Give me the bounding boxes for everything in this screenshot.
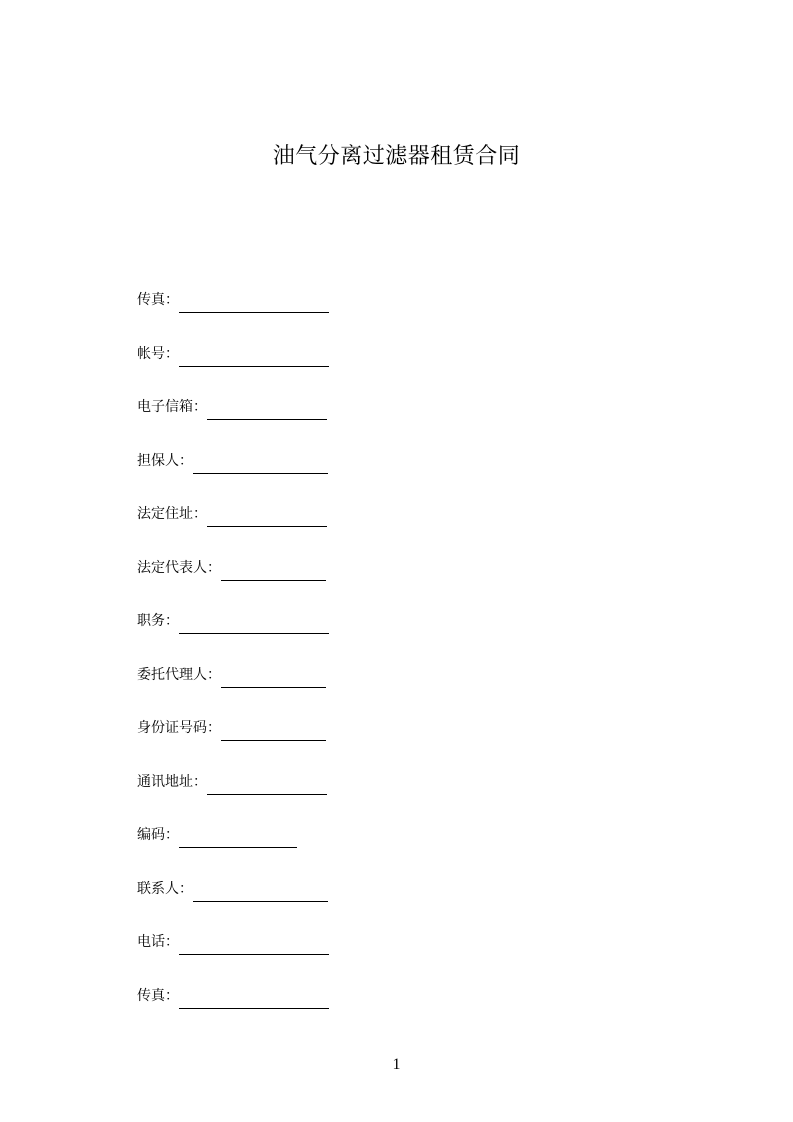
field-agent <box>137 662 537 716</box>
field-label: 法定代表人： <box>137 559 221 576</box>
field-label: 委托代理人： <box>137 666 221 683</box>
field-label: 担保人： <box>137 452 193 469</box>
field-id-number <box>137 715 537 769</box>
field-legal-representative <box>137 555 537 609</box>
blank-line <box>179 615 329 634</box>
blank-line <box>179 936 329 955</box>
field-label: 帐号： <box>137 345 179 362</box>
field-label: 电子信箱： <box>137 399 207 415</box>
blank-line <box>221 562 326 581</box>
field-account <box>137 341 537 395</box>
contract-fields <box>137 287 537 1036</box>
blank-line <box>179 348 329 367</box>
blank-line <box>221 669 326 688</box>
document-title: 油气分离过滤器租赁合同 <box>272 144 521 169</box>
blank-line <box>193 455 328 474</box>
blank-line <box>207 508 327 527</box>
blank-line <box>193 883 328 902</box>
field-label: 身份证号码： <box>137 720 221 736</box>
field-legal-address <box>137 501 537 555</box>
field-label: 法定住址： <box>137 506 207 522</box>
blank-line <box>179 294 329 313</box>
field-label: 传真： <box>137 987 179 1004</box>
blank-line <box>179 829 297 848</box>
field-contact-person <box>137 876 537 930</box>
field-label: 传真： <box>137 292 179 308</box>
field-mailing-address <box>137 769 537 823</box>
field-guarantor <box>137 448 537 502</box>
field-postal-code <box>137 822 537 876</box>
blank-line <box>207 776 327 795</box>
field-label: 职务： <box>137 613 179 629</box>
field-label: 编码： <box>137 827 179 843</box>
field-fax-2 <box>137 983 537 1037</box>
field-fax <box>137 287 537 341</box>
blank-line <box>207 401 327 420</box>
field-label: 联系人： <box>137 880 193 897</box>
field-position <box>137 608 537 662</box>
field-label: 通讯地址： <box>137 773 207 790</box>
field-label: 电话： <box>137 934 179 950</box>
blank-line <box>221 722 326 741</box>
blank-line <box>179 990 329 1009</box>
page-number: 1 <box>392 1056 401 1073</box>
field-email <box>137 394 537 448</box>
field-phone <box>137 929 537 983</box>
